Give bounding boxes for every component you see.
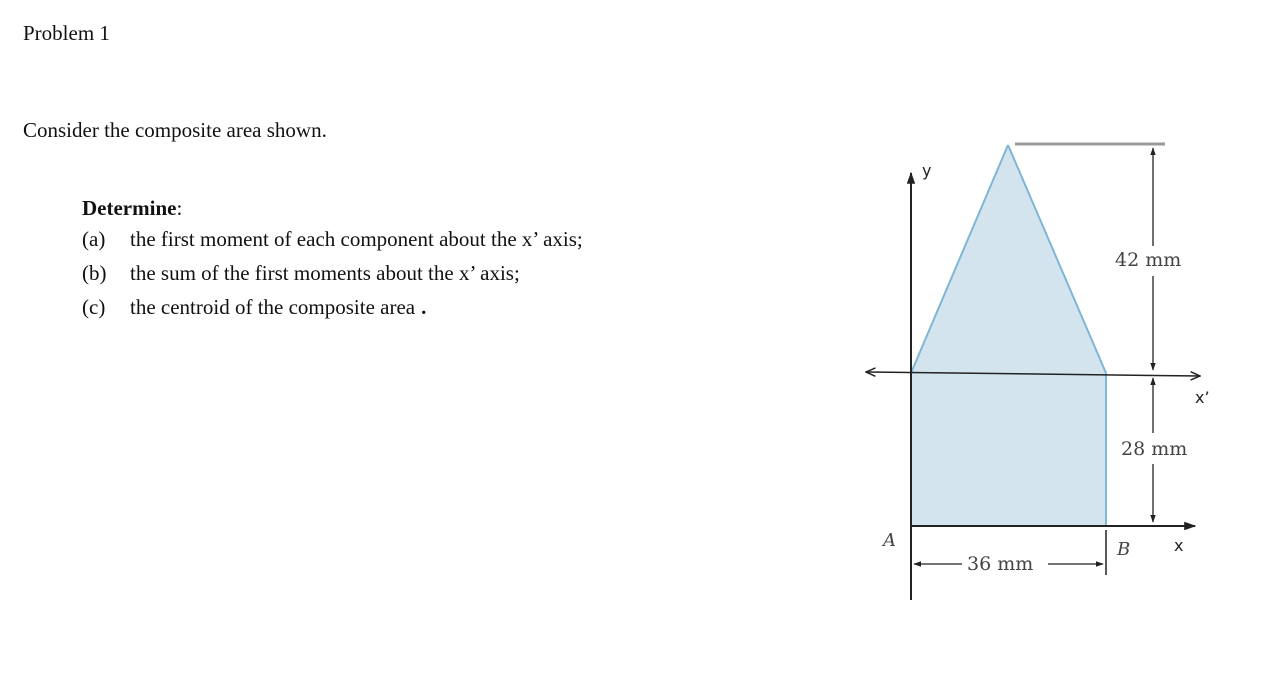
task-marker: (c) — [82, 295, 106, 319]
task-marker: (a) — [82, 227, 106, 251]
composite-area-shape — [911, 145, 1106, 526]
x-prime-axis-label: x’ — [1195, 388, 1210, 407]
task-text: the sum of the first moments about the x’ axis; — [130, 261, 520, 285]
dimension-28-mm: 28 mm — [1121, 438, 1188, 460]
task-marker: (b) — [82, 261, 107, 285]
intro-text: Consider the composite area shown. — [23, 118, 327, 142]
y-axis-label: y — [922, 161, 932, 180]
x-axis-label: x — [1174, 536, 1184, 555]
task-text: the centroid of the composite area — [130, 295, 416, 319]
point-a-label: A — [883, 530, 896, 551]
dimension-36-mm: 36 mm — [967, 553, 1034, 575]
task-text: the first moment of each component about the x’ axis; — [130, 227, 583, 251]
problem-title: Problem 1 — [23, 21, 110, 45]
task-final-period: . — [421, 295, 427, 319]
determine-colon: : — [176, 196, 183, 220]
determine-label: Determine — [82, 196, 177, 220]
point-b-label: B — [1117, 539, 1131, 560]
dimension-42-mm: 42 mm — [1115, 249, 1182, 271]
